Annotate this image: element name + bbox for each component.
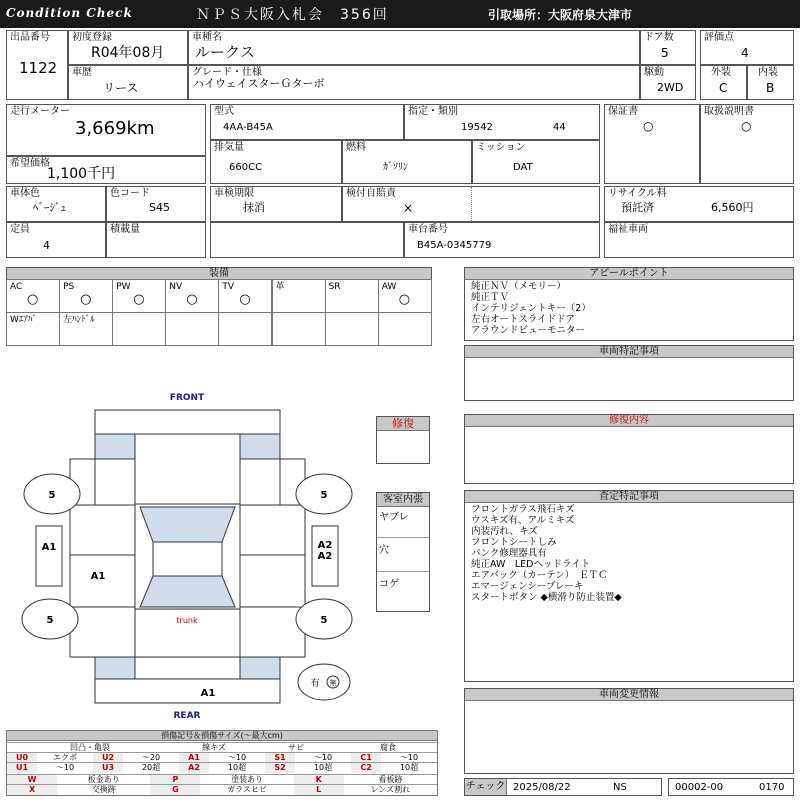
equipment-key: SR bbox=[328, 282, 341, 292]
inspection-box: 車検期限 抹消 bbox=[210, 186, 342, 222]
left-door-mark: A1 bbox=[90, 571, 106, 582]
legend-entry bbox=[150, 774, 293, 784]
legend-code: A1 bbox=[179, 753, 209, 763]
right-front-door bbox=[240, 505, 305, 555]
color-code-box: 色コード S45 bbox=[106, 186, 206, 222]
cabin-item-tear: ヤブレ bbox=[379, 512, 409, 523]
chassis-box: 車台番号 B45A-0345779 bbox=[404, 222, 600, 258]
warranty-box: 保証書 ○ bbox=[604, 104, 700, 184]
price-box: 希望価格 1,100千円 bbox=[6, 156, 206, 184]
body-color-box: 車体色 ﾍﾞｰｼﾞｭ bbox=[6, 186, 106, 222]
designation-box: 指定・類別 19542 44 bbox=[404, 104, 600, 140]
checker: NS bbox=[613, 782, 627, 793]
special-notes-title: 車両特記事項 bbox=[465, 346, 793, 358]
equipment-cell bbox=[59, 279, 113, 313]
legend-meaning: 板金あり bbox=[87, 775, 120, 784]
svg-text:5: 5 bbox=[320, 490, 328, 501]
first-registration-box: 初度登録 R04年08月 bbox=[68, 30, 188, 65]
recycle-box: リサイクル料 預託済 6,560円 bbox=[604, 186, 794, 222]
legend-meaning: ～20 bbox=[141, 753, 161, 762]
note-line: パンク修理器具有 bbox=[471, 548, 547, 559]
note-line: 純正ＮＶ（メモリー） bbox=[471, 281, 567, 292]
legend-entry bbox=[7, 774, 150, 784]
legend-meaning: レンズ割れ bbox=[370, 785, 411, 794]
designation-number: 19542 bbox=[461, 122, 493, 133]
cabin-item-hole: 穴 bbox=[379, 545, 389, 556]
model-code: 4AA-B45A bbox=[223, 122, 273, 133]
equipment-key: TV bbox=[222, 282, 235, 292]
legend-entry bbox=[93, 762, 179, 772]
hood bbox=[135, 434, 240, 504]
equipment-key: Wｴｱﾊﾞ bbox=[10, 315, 37, 325]
legend-code: X bbox=[7, 785, 57, 795]
mission-box: ミッション DAT bbox=[472, 140, 600, 184]
legend-entry bbox=[150, 784, 293, 794]
equipment-value: ○ bbox=[80, 292, 92, 307]
model-box: 型式 4AA-B45A bbox=[210, 104, 404, 140]
spare-tire bbox=[298, 664, 350, 700]
equipment-cell bbox=[112, 312, 166, 346]
displacement: 660CC bbox=[229, 162, 263, 173]
left-side-panel bbox=[36, 526, 62, 586]
legend-code: U1 bbox=[7, 763, 37, 773]
price: 1,100千円 bbox=[47, 166, 116, 182]
car-damage-diagram bbox=[0, 380, 376, 725]
legend-code: S2 bbox=[265, 763, 295, 773]
recycle-fee: 6,560円 bbox=[711, 201, 754, 214]
legend-meaning: 10超 bbox=[399, 763, 419, 772]
equipment-cell bbox=[165, 279, 219, 313]
equipment-value: ○ bbox=[133, 292, 145, 307]
equipment-cell bbox=[218, 279, 272, 313]
legend-entry bbox=[179, 762, 265, 772]
legend-meaning: ガラスヒビ bbox=[227, 785, 267, 794]
drive-box: 駆動 2WD bbox=[640, 65, 696, 100]
rear-right-corner bbox=[240, 657, 280, 679]
mileage-box: 走行メーター 3,669km bbox=[6, 104, 206, 156]
grade-box: グレード・仕様 ハイウェイスターＧターボ bbox=[188, 65, 640, 100]
note-line: インテリジェントキー（2） bbox=[471, 303, 591, 314]
equipment-cell bbox=[378, 312, 432, 346]
legend-entry bbox=[351, 752, 437, 762]
legend-entry bbox=[7, 784, 150, 794]
door-count: 5 bbox=[661, 46, 669, 60]
equipment-cell bbox=[59, 312, 113, 346]
note-line: ウスキズ有、アルミキズ bbox=[471, 515, 575, 526]
note-line: 純正AW LEDヘッドライト bbox=[471, 559, 591, 570]
legend-header: サビ bbox=[255, 742, 337, 752]
mission: DAT bbox=[513, 162, 533, 173]
appeal-title: アピールポイント bbox=[465, 268, 793, 280]
legend-code: L bbox=[294, 785, 344, 795]
legend-code: C1 bbox=[351, 753, 381, 763]
first-registration: R04年08月 bbox=[91, 45, 165, 61]
legend-meaning: 10超 bbox=[227, 763, 247, 772]
note-line: スタートボタン ◆横滑り防止装置◆ bbox=[471, 592, 622, 603]
legend-entry bbox=[265, 752, 351, 762]
check-label: チェック bbox=[465, 779, 507, 795]
windshield bbox=[140, 507, 235, 542]
change-info-panel bbox=[464, 688, 794, 774]
grade: ハイウェイスターＧターボ bbox=[193, 77, 325, 90]
manual-box: 取扱説明書 ○ bbox=[700, 104, 794, 184]
equipment-panel bbox=[6, 267, 432, 346]
legend-meaning: ～10 bbox=[399, 753, 419, 762]
header-bar bbox=[0, 0, 800, 28]
left-quarter bbox=[70, 607, 135, 657]
legend-meaning: ～10 bbox=[227, 753, 247, 762]
cabin-lining-box bbox=[376, 492, 430, 612]
equipment-key: 革 bbox=[275, 282, 285, 292]
liability-box: 検付自賠責 × bbox=[342, 186, 600, 222]
chassis-number: B45A-0345779 bbox=[417, 240, 492, 251]
equipment-cell bbox=[325, 279, 379, 313]
legend-header: 線キズ bbox=[173, 742, 255, 752]
note-line: 内装汚れ、キズ bbox=[471, 526, 538, 537]
legend-meaning: エクボ bbox=[53, 753, 78, 762]
right-side-mark-1: A2 bbox=[317, 540, 333, 551]
history-box: 車歴 リース bbox=[68, 65, 188, 100]
equipment-value: ○ bbox=[186, 292, 198, 307]
legend-meaning: 塗装あり bbox=[231, 775, 264, 784]
legend-entry bbox=[179, 752, 265, 762]
rear-left-corner bbox=[95, 657, 135, 679]
inspection-notes-panel bbox=[464, 490, 794, 682]
interior-box: 内装 B bbox=[747, 65, 794, 100]
cabin-lining-title: 客室内張 bbox=[377, 493, 429, 507]
fuel-box: 燃料 ｶﾞｿﾘﾝ bbox=[342, 140, 472, 184]
change-info-title: 車両変更情報 bbox=[465, 689, 793, 701]
mileage: 3,669km bbox=[75, 118, 155, 139]
lot-number-box: 出品番号 1122 bbox=[6, 30, 68, 100]
door-count-box: ドア数 5 bbox=[640, 30, 696, 65]
legend-code: S1 bbox=[265, 753, 295, 763]
history: リース bbox=[103, 81, 139, 95]
drive: 2WD bbox=[657, 81, 684, 94]
manual: ○ bbox=[741, 119, 752, 133]
equipment-value: ○ bbox=[398, 292, 411, 307]
warranty: ○ bbox=[643, 119, 654, 133]
exterior-grade: C bbox=[719, 81, 728, 95]
exterior-box: 外装 C bbox=[700, 65, 747, 100]
equipment-cell bbox=[218, 312, 272, 346]
legend-code: U2 bbox=[93, 753, 123, 763]
displacement-box: 排気量 660CC bbox=[210, 140, 342, 184]
legend-code: W bbox=[7, 775, 57, 785]
score: 4 bbox=[741, 46, 749, 60]
legend-code: P bbox=[150, 775, 200, 785]
legend-entry bbox=[294, 774, 437, 784]
front-left-corner bbox=[95, 434, 135, 459]
roof bbox=[153, 542, 222, 576]
check-date: 2025/08/22 bbox=[513, 782, 571, 793]
front-right-corner bbox=[240, 434, 280, 459]
equipment-key: AC bbox=[10, 282, 23, 292]
legend-meaning: ～10 bbox=[55, 763, 75, 772]
legend-code: U0 bbox=[7, 753, 37, 763]
load-box: 積載量 bbox=[106, 222, 206, 258]
svg-text:5: 5 bbox=[320, 615, 328, 626]
repair-title: 修復 bbox=[377, 417, 429, 431]
code-2: 0170 bbox=[759, 782, 785, 793]
equipment-key: AW bbox=[381, 282, 397, 292]
header-title: Condition Check bbox=[6, 6, 133, 20]
code-box bbox=[668, 778, 794, 796]
equipment-key: PW bbox=[116, 282, 131, 292]
right-quarter bbox=[240, 607, 305, 657]
equipment-value: ○ bbox=[27, 292, 39, 307]
cabin-item-burn: コゲ bbox=[379, 579, 399, 590]
legend-code: U3 bbox=[93, 763, 123, 773]
legend-meaning: 看板跡 bbox=[378, 775, 403, 784]
left-front-door bbox=[70, 505, 135, 555]
legend-entry bbox=[265, 762, 351, 772]
equipment-key: PS bbox=[63, 282, 75, 292]
equipment-key: 左ﾊﾝﾄﾞﾙ bbox=[63, 315, 95, 325]
recycle-status: 預託済 bbox=[621, 201, 654, 214]
special-notes-panel bbox=[464, 345, 794, 401]
legend-code: C2 bbox=[351, 763, 381, 773]
equipment-key: NV bbox=[169, 282, 183, 292]
legend-meaning: 交換跡 bbox=[91, 785, 116, 794]
damage-legend bbox=[6, 730, 438, 796]
interior-grade: B bbox=[766, 81, 775, 95]
right-rear-door bbox=[240, 555, 305, 607]
car-name-box: 車種名 ルークス bbox=[188, 30, 640, 65]
fuel: ｶﾞｿﾘﾝ bbox=[383, 162, 408, 173]
legend-meaning: ～10 bbox=[313, 753, 333, 762]
rear-bumper-mark: A1 bbox=[200, 688, 216, 699]
rear-bumper bbox=[95, 679, 280, 703]
note-line: フロントシートしみ bbox=[471, 537, 557, 548]
legend-header: 凹凸・亀裂 bbox=[7, 742, 173, 752]
note-line: アラウンドビューモニター bbox=[471, 325, 586, 336]
legend-code: A2 bbox=[179, 763, 209, 773]
inspection-notes-title: 査定特記事項 bbox=[465, 491, 793, 503]
equipment-cell bbox=[165, 312, 219, 346]
right-side-mark-2: A2 bbox=[317, 551, 333, 562]
repair-box bbox=[376, 416, 430, 464]
legend-meaning: 10超 bbox=[313, 763, 333, 772]
appeal-list bbox=[465, 280, 793, 337]
legend-code: G bbox=[150, 785, 200, 795]
equipment-cell bbox=[6, 312, 60, 346]
rear-window bbox=[140, 576, 235, 607]
inspection-notes-list bbox=[465, 503, 793, 604]
legend-entry bbox=[294, 784, 437, 794]
repair-content-title: 修復内容 bbox=[465, 415, 793, 427]
liability-insurance: × bbox=[403, 201, 414, 215]
front-bumper bbox=[95, 410, 280, 434]
note-line: エアバック（カーテン） ＥＴＣ bbox=[471, 570, 608, 581]
legend-code: K bbox=[294, 775, 344, 785]
car-name: ルークス bbox=[195, 43, 255, 61]
equipment-cell bbox=[378, 279, 432, 313]
capacity-box: 定員 4 bbox=[6, 222, 106, 258]
legend-entry bbox=[7, 752, 93, 762]
repair-content-panel bbox=[464, 414, 794, 484]
capacity: 4 bbox=[43, 239, 50, 252]
note-line: エマージェンシーブレーキ bbox=[471, 581, 584, 592]
note-line: フロントガラス飛石キズ bbox=[471, 504, 575, 515]
spare-present: 有 bbox=[310, 679, 320, 689]
score-box: 評価点 4 bbox=[700, 30, 794, 65]
left-side-mark: A1 bbox=[41, 542, 57, 553]
legend-entry bbox=[93, 752, 179, 762]
svg-text:5: 5 bbox=[46, 615, 54, 626]
rear-label: REAR bbox=[173, 711, 201, 721]
legend-meaning: 20超 bbox=[141, 763, 161, 772]
equipment-cell bbox=[6, 279, 60, 313]
pickup-location: 引取場所：大阪府泉大津市 bbox=[488, 8, 633, 22]
equipment-cell bbox=[272, 312, 326, 346]
equipment-title: 装備 bbox=[7, 268, 431, 280]
note-line: 左右オートスライドドア bbox=[471, 314, 575, 325]
spare-none: 無 bbox=[329, 679, 337, 687]
appeal-panel bbox=[464, 267, 794, 341]
legend-entry bbox=[7, 762, 93, 772]
equipment-cell bbox=[272, 279, 326, 313]
auction-name: ＮＰＳ大阪入札会 356回 bbox=[196, 7, 389, 23]
equipment-value: ○ bbox=[239, 292, 251, 307]
lot-number: 1122 bbox=[19, 59, 58, 77]
blank-box bbox=[210, 222, 404, 258]
note-line: 純正ＴＶ bbox=[471, 292, 510, 303]
legend-entry bbox=[351, 762, 437, 772]
code-1: 00002-00 bbox=[675, 782, 724, 793]
welfare-box: 福祉車両 bbox=[604, 222, 794, 258]
color-code: S45 bbox=[149, 201, 170, 214]
inspection-expiry: 抹消 bbox=[243, 201, 265, 214]
equipment-cell bbox=[112, 279, 166, 313]
trunk-label: trunk bbox=[176, 616, 198, 625]
class-number: 44 bbox=[553, 122, 566, 133]
equipment-cell bbox=[325, 312, 379, 346]
svg-text:5: 5 bbox=[48, 490, 56, 501]
legend-title: 損傷記号＆損傷サイズ(～最大cm) bbox=[7, 731, 437, 741]
legend-header: 腐食 bbox=[337, 742, 439, 752]
front-label: FRONT bbox=[169, 393, 205, 403]
body-color: ﾍﾞｰｼﾞｭ bbox=[33, 201, 66, 214]
check-box bbox=[464, 778, 662, 796]
